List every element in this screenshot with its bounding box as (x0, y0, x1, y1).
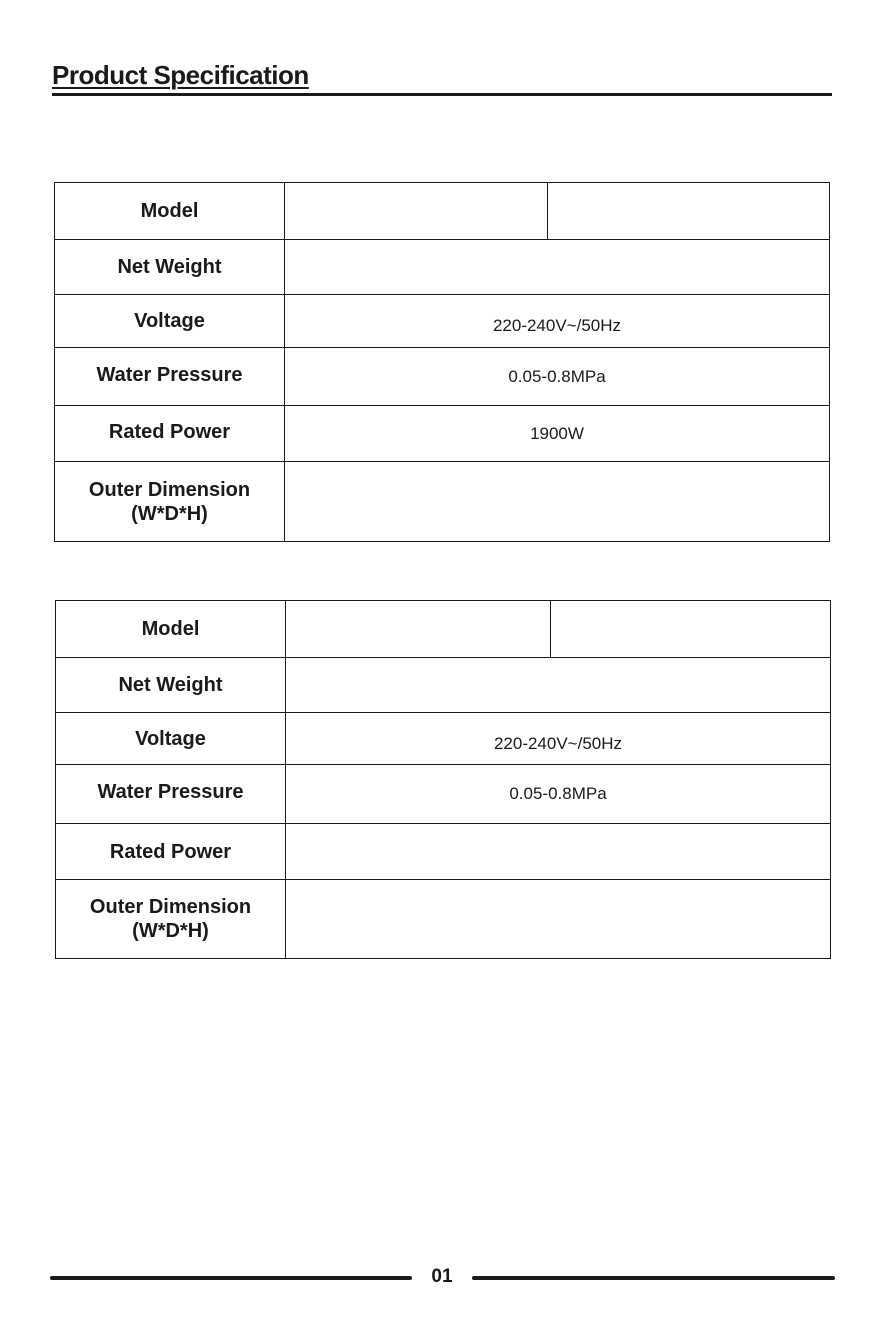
spec-table-1 (54, 182, 830, 542)
rated-power-value: 1900W (285, 406, 830, 462)
water-pressure-value: 0.05-0.8MPa (285, 348, 830, 406)
voltage-label: Voltage (55, 295, 285, 348)
outer-dimension-label-line1: Outer Dimension (88, 478, 251, 501)
outer-dimension-value (285, 462, 830, 542)
spec-row-rated-power (55, 406, 830, 462)
model-value-a (285, 183, 548, 240)
water-pressure-value: 0.05-0.8MPa (286, 765, 831, 824)
spec-row-net-weight (55, 240, 830, 295)
spec-row-water-pressure (56, 765, 831, 824)
spec-row-voltage (56, 713, 831, 765)
outer-dimension-label-line2: (W*D*H) (131, 502, 208, 525)
footer-rule-right (472, 1276, 835, 1280)
rated-power-label: Rated Power (55, 406, 285, 462)
water-pressure-label: Water Pressure (56, 765, 286, 824)
spec-row-outer-dimension (56, 880, 831, 959)
voltage-value: 220-240V~/50Hz (286, 713, 831, 765)
page-title: Product Specification (52, 60, 309, 90)
spec-row-rated-power (56, 824, 831, 880)
net-weight-label: Net Weight (56, 658, 286, 713)
spec-row-net-weight (56, 658, 831, 713)
model-label: Model (55, 183, 285, 240)
outer-dimension-label-line2: (W*D*H) (132, 920, 209, 942)
page-number: 01 (431, 1266, 453, 1287)
net-weight-value (285, 240, 830, 295)
outer-dimension-label (56, 880, 286, 959)
model-label: Model (56, 601, 286, 658)
water-pressure-label: Water Pressure (55, 348, 285, 406)
net-weight-label: Net Weight (55, 240, 285, 295)
model-value-b (551, 601, 831, 658)
spec-table-2 (55, 600, 831, 959)
net-weight-value (286, 658, 831, 713)
outer-dimension-label-line1: Outer Dimension (89, 896, 252, 918)
spec-row-outer-dimension (55, 462, 830, 542)
rated-power-value (286, 824, 831, 880)
outer-dimension-label (55, 462, 285, 542)
outer-dimension-value (286, 880, 831, 959)
voltage-value: 220-240V~/50Hz (285, 295, 830, 348)
voltage-label: Voltage (56, 713, 286, 765)
spec-row-model (56, 601, 831, 658)
spec-row-model (55, 183, 830, 240)
spec-row-water-pressure (55, 348, 830, 406)
model-value-a (286, 601, 551, 658)
model-value-b (548, 183, 830, 240)
rated-power-label: Rated Power (56, 824, 286, 880)
spec-row-voltage (55, 295, 830, 348)
title-underline-rule (52, 93, 832, 96)
footer-rule-left (50, 1276, 412, 1280)
